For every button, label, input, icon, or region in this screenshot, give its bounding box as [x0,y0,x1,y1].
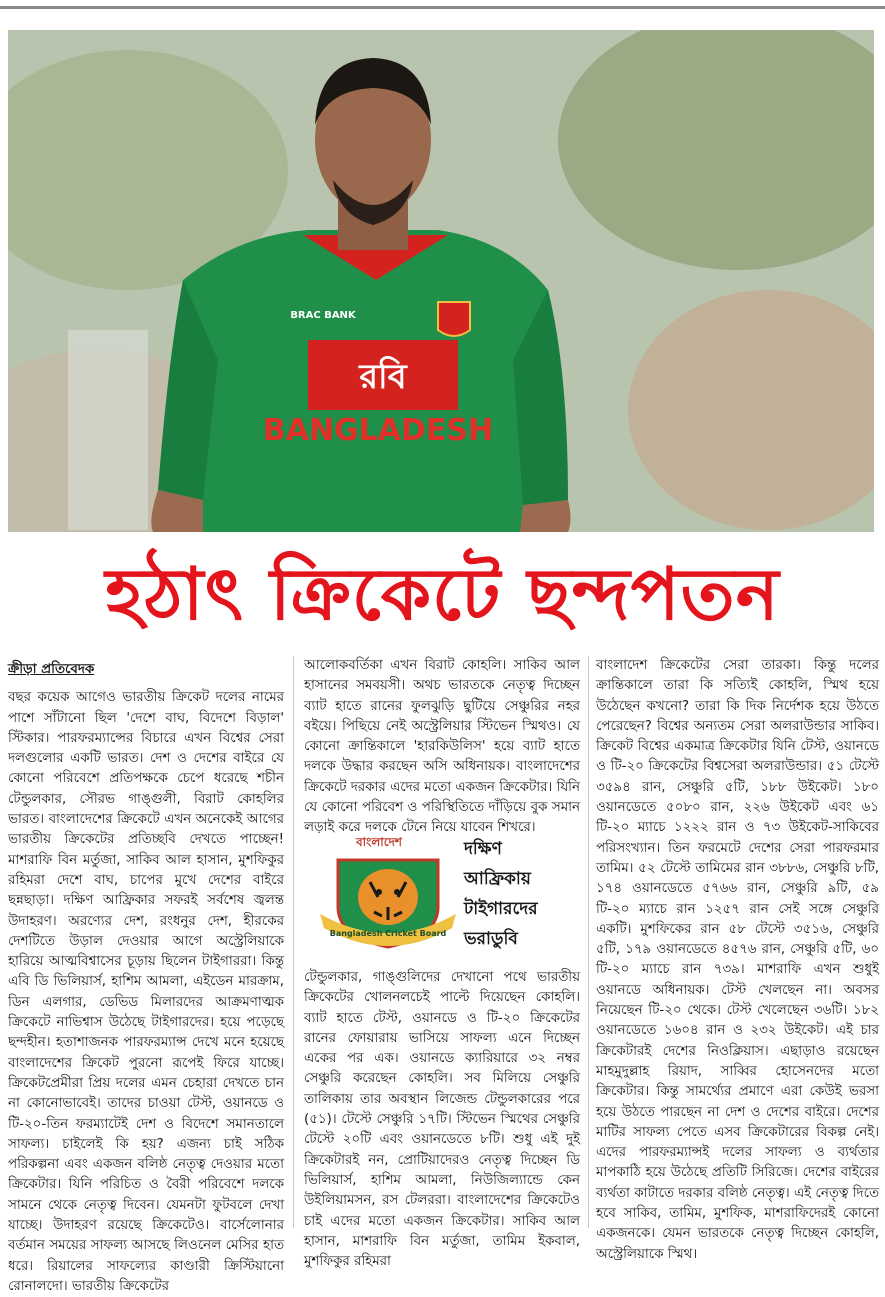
bcb-logo-icon [318,852,458,952]
body-text: টেন্ডুলকার, গাঙ্গুলিদের দেখানো পথে ভারতীয় ক্রিকেটের খোলনলচেই পাল্টে দিয়েছেন কোহলি। ব্যাট হাতে টেস্ট, ওয়ানডে ও টি-২০ ক্রিকেটের রানের ফোয়ারায় ভাসিয়ে সাফল্য এনে দিচ্ছেন একের পর এক। ওয়ানডে ক্যারিয়ারে ৩২ নম্বর সেঞ্চুরি করেছেন কোহলি। সব মিলিয়ে সেঞ্চুরি তালিকায় তার অবস্থান লিজেন্ড টেন্ডুলকারের পরে (৫১)। টেস্টে সেঞ্চুরি ১৭টি। স্টিভেন স্মিথের সেঞ্চুরি টেস্টে ২০টি এবং ওয়ানডেতে ৮টি। শুধু এই দুই ক্রিকেটারই নন, প্রোটিয়াদেরও নেতৃত্ব দিচ্ছেন ডি ভিলিয়ার্স, হাশিম আমলা, নিউজিল্যান্ডে কেন উইলিয়ামসন, রস টেলররা। বাংলাদেশের ক্রিকেটেও চাই এদের মতো একজন ক্রিকেটার। সাকিব আল হাসান, মাশরাফি বিন মর্তুজা, তামিম ইকবাল, মুশফিকুর রহিমরা [304,970,580,1270]
body-text: বছর কয়েক আগেও ভারতীয় ক্রিকেট দলের নামের পাশে সাঁটানো ছিল 'দেশে বাঘ, বিদেশে বিড়াল' স্টিকার। পারফরম্যান্সের বিচারে এখন বিশ্বের সেরা দলগুলোর একটি ভারত। দেশ ও দেশের বাইরে যে কোনো পরিবেশে প্রতিপক্ষকে চেপে ধরেছে শচীন টেন্ডুলকার, সৌরভ গাঙ্গুলী, বিরাট কোহলির ভারত। বাংলাদেশের ক্রিকেটে এখন অনেকেই আগের ভারতীয় ক্রিকেটের প্রতিচ্ছবি দেখতে পাচ্ছেন! মাশরাফি বিন মর্তুজা, সাকিব আল হাসান, মুশফিকুর রহিমরা দেশে বাঘ, চাপের মুখে দেশের বাইরে ছন্নছাড়া। দক্ষিণ আফ্রিকার সফরই সর্বশেষ জ্বলন্ত উদাহরণ। অরণ্যের দেশ, রংধনুর দেশ, হীরকের দেশটিতে উড়াল দেওয়ার আগে অস্ট্রেলিয়াকে হারিয়ে আত্মবিশ্বাসের চূড়ায় ছিলেন টাইগাররা। কিন্তু এবি ডি ভিলিয়ার্স, হাশিম আমলা, এইডেন মারক্রাম, ডিন এলগার, ডেভিড মিলারদের আক্রমণাত্মক ক্রিকেটে নাভিশ্বাস উঠেছে টাইগারদের। হয়ে পড়েছে ছন্দহীন। হতাশাজনক পারফরম্যান্স দেখে মনে হয়েছে বাংলাদেশের ক্রিকেট পুরনো রূপেই ফিরে যাচ্ছে। ক্রিকেটপ্রেমীরা প্রিয় দলের এমন চেহারা দেখতে চান না কোনোভাবেই। তাদের চাওয়া টেস্ট, ওয়ানডে ও টি-২০-তিন ফরম্যাটেই দেশ ও বিদেশে সমানতালে সাফল্য। চাইলেই কি হয়? এজন্য চাই সঠিক পরিকল্পনা এবং একজন বলিষ্ঠ নেতৃত্ব দেওয়ার মতো ক্রিকেটার। যিনি পরিচিত ও বৈরী পরিবেশে দলকে সামনে থেকে নেতৃত্ব দিবেন। যেমনটা ফুটবলে দেখা যাচ্ছে। উদাহরণ রয়েছে ক্রিকেটেও। বার্সেলোনার বর্তমান সময়ের সাফল্য আসছে লিওনেল মেসির হাত ধরে। রিয়ালের সাফল্যের কাণ্ডারী ক্রিস্টিয়ানো রোনালদো। ভারতীয় ক্রিকেটের [8,690,284,1294]
body-text: বাংলাদেশ ক্রিকেটের সেরা তারকা। কিন্তু দলের ক্রান্তিকালে তারা কি সত্যিই কোহলি, স্মিথ হয়ে উঠেছেন কখনো? তারা কি দিক নির্দেশক হয়ে উঠতে পেরেছেন? বিশ্বের অন্যতম সেরা অলরাউন্ডার সাকিব। ক্রিকেট বিশ্বের একমাত্র ক্রিকেটার যিনি টেস্ট, ওয়ানডে ও টি-২০ ক্রিকেটের বিশ্বসেরা অলরাউন্ডার। ৫১ টেস্টে ৩৫৯৪ রান, সেঞ্চুরি ৫টি, ১৮৮ উইকেট। ১৮০ ওয়ানডেতে ৫০৮০ রান, ২২৬ উইকেট এবং ৬১ টি-২০ ম্যাচে ১২২২ রান ও ৭৩ উইকেট-সাকিবের পরিসংখ্যান। তিন ফরমেটে দেশের সেরা পারফরমার তামিম। ৫২ টেস্টে তামিমের রান ৩৮৮৬, সেঞ্চুরি ৮টি, ১৭৪ ওয়ানডেতে ৫৭৬৬ রান, সেঞ্চুরি ৯টি, ৫৯ টি-২০ ম্যাচে রান ১২৫৭ রান সেই সঙ্গে সেঞ্চুরি একটি। মুশফিকের রান ৫৮ টেস্টে ৩৫১৬, সেঞ্চুরি ৫টি, ১৭৯ ওয়ানডেতে ৪৫৭৬ রান, সেঞ্চুরি ৫টি, ৬০ টি-২০ ম্যাচে রান ৭৩৯। মাশরাফি এখন শুধুই ওয়ানডে অধিনায়ক। টেস্ট খেলছেন না। অবসর নিয়েছেন টি-২০ থেকে। টেস্ট খেলেছেন ৩৬টি। ১৮২ ওয়ানডেতে ১৬০৪ রান ও ২৩২ উইকেট। এই চার ক্রিকেটারই দেশের নিওক্লিয়াস। এছাড়াও রয়েছেন মাহমুদুল্লাহ রিয়াদ, সাব্বির হোসেনদের মতো ক্রিকেটার। কিন্তু সামর্থ্যের প্রমাণে এরা কেউই ভরসা হয়ে উঠতে পারছেন না দেশ ও দেশের বাইরে। দেশের মাটির সাফল্য পেতে এসব ক্রিকেটারের বিকল্প নেই। এদের পারফরম্যান্সই দলের সাফল্য ও ব্যর্থতার মাপকাঠি হয়ে উঠেছে প্রতিটি সিরিজে। দেশের বাইরের ব্যর্থতা কাটাতে দরকার বলিষ্ঠ নেতৃত্ব। এই নেতৃত্ব দিতে হবে সাকিব, তামিম, মুশফিক, মাশরাফিদেরই কোনো একজনকে। যেমন ভারতকে নেতৃত্ব দিচ্ছেন কোহলি, অস্ট্রেলিয়াকে স্মিথ। [596,658,879,1262]
column-divider [588,656,589,1228]
byline: ক্রীড়া প্রতিবেদক [8,662,95,677]
kicker-line: ভরাডুবি [464,929,518,949]
jersey-text: BANGLADESH [262,413,494,448]
article-column-2-continued [304,968,580,1272]
logo-caption: বাংলাদেশ [356,835,402,849]
body-text: আলোকবর্তিকা এখন বিরাট কোহলি। সাকিব আল হাসানের সমবয়সী। অথচ ভারতকে নেতৃত্ব দিচ্ছেন ব্যাট হাতে রানের ফুলঝুড়ি ছুটিয়ে সেঞ্চুরির নহর বইয়ে। পিছিয়ে নেই অস্ট্রেলিয়ার স্টিভেন স্মিথও। যে কোনো ক্রান্তিকালে 'হারকিউলিস' হয়ে ব্যাট হাতে দলকে উদ্ধার করছেন অসি অধিনায়ক। বাংলাদেশের ক্রিকেটে দরকার এদের মতো একজন ক্রিকেটার। যিনি যে কোনো পরিবেশ ও পরিস্থিতিতে দাঁড়িয়ে বুক সমান লড়াই করে দলকে টেনে নিয়ে যাবেন শিখরে। [304,658,580,836]
inset-box [314,830,576,960]
column-divider [293,656,294,1228]
headline: হঠাৎ ক্রিকেটে ছন্দপতন [105,551,780,636]
top-rule [0,6,885,9]
logo-text: Bangladesh Cricket Board [329,929,447,938]
kicker-line: দক্ষিণ [464,839,502,859]
kicker-line: টাইগারদের [464,899,538,919]
jersey-crest [438,302,470,336]
article-column-1 [8,660,284,1297]
kicker-line: আফ্রিকায় [464,869,531,889]
sponsor-text: BRAC BANK [290,310,356,321]
article-column-2 [304,656,580,839]
player-photo [8,30,874,532]
player-illustration [8,30,874,532]
inset-kicker [464,834,584,954]
jersey-brand: রবি [359,357,407,397]
article-column-3 [596,656,879,1265]
